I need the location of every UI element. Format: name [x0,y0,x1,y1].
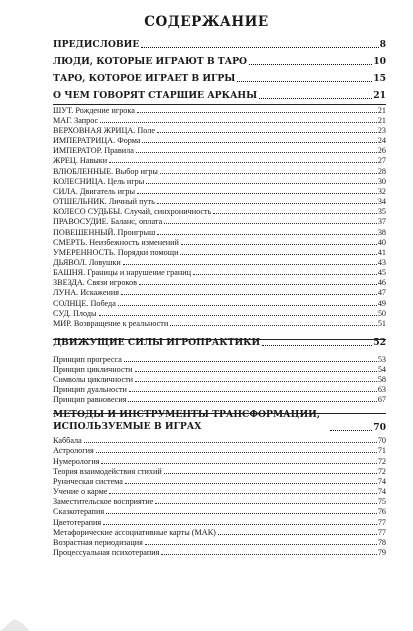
toc-entry-title: ШУТ. Рождение игрока [53,106,135,115]
toc-section-entry[interactable] [53,73,386,84]
dot-leader [135,371,377,372]
toc-page-number: 21 [377,106,386,115]
dot-leader [213,213,376,214]
toc-entry-title: Теория взаимодействия стихий [53,467,162,476]
toc-entry[interactable] [53,215,386,226]
toc-entry[interactable] [53,505,386,516]
toc-entry-title: СИЛА. Двигатель игры [53,187,135,196]
toc-entry-title: СОЛНЦЕ. Победа [53,299,116,308]
toc-page-number: 63 [377,385,386,394]
dot-leader [136,152,377,153]
dot-leader [180,254,376,255]
dot-leader [139,284,377,285]
dot-leader [262,345,372,346]
dot-leader [129,391,377,392]
toc-entry-title: УМЕРЕННОСТЬ. Порядки помощи [53,248,179,257]
toc-entry-title: СМЕРТЬ. Неизбежность изменений [53,238,179,247]
dot-leader [103,524,377,525]
toc-entry-title: Нумерология [53,457,100,466]
dot-leader [121,294,377,295]
dot-leader [157,203,377,204]
toc-entry[interactable] [53,393,386,404]
section-divider [53,104,386,105]
dot-leader [137,112,377,113]
toc-page-number: 47 [377,288,386,297]
toc-entry-title: ВЛЮБЛЕННЫЕ. Выбор игры [53,167,158,176]
dot-leader [109,493,376,494]
toc-entry-title: ЛЮДИ, КОТОРЫЕ ИГРАЮТ В ТАРО [53,56,248,67]
dot-leader [125,483,377,484]
toc-page-number: 30 [377,177,386,186]
toc-entry-title: Символы цикличности [53,375,134,384]
toc-page-number: 24 [377,136,386,145]
dot-leader [145,544,377,545]
toc-entry-title: Процессуальная психотерапия [53,548,160,557]
dot-leader [128,401,376,402]
toc-page-number: 72 [377,467,386,476]
dot-leader [118,305,377,306]
toc-entry-title: ТАРО, КОТОРОЕ ИГРАЕТ В ИГРЫ [53,73,236,84]
toc-page-number: 77 [377,518,386,527]
toc-entry-title: Руническая система [53,477,123,486]
toc-entry-title: ДЬЯВОЛ. Ловушки [53,258,121,267]
toc-page-number: 49 [377,299,386,308]
dot-leader [218,534,377,535]
toc-page-number: 10 [373,56,386,67]
section-divider [53,339,386,340]
toc-page-number: 74 [377,487,386,496]
toc-entry-title: ОТШЕЛЬНИК. Личный путь [53,197,155,206]
toc-entry-title: Возрастная периодизация [53,538,143,547]
toc-entry-title: МАГ. Запрос [53,116,99,125]
section-divider [53,413,386,414]
toc-entry-title: Астрология [53,446,94,455]
toc-section-entry[interactable] [53,407,386,433]
toc-entry-title: Каббала [53,436,82,445]
toc-page-number: 71 [377,446,386,455]
dot-leader [181,244,377,245]
toc-page-number: 15 [373,73,386,84]
toc-entry-title: Цветотерапия [53,518,102,527]
dot-leader [157,132,377,133]
toc-entry-title: КОЛЕСНИЦА. Цель игры [53,177,145,186]
toc-entry-title: ЗВЕЗДА. Связи игроков [53,278,137,287]
dot-leader [141,47,378,48]
toc-page-number: 75 [377,497,386,506]
toc-page-number: 72 [377,457,386,466]
toc-page-number: 70 [373,422,386,433]
dot-leader [146,183,377,184]
dot-leader [99,315,377,316]
toc-page-number: 58 [377,375,386,384]
toc-entry-title: ПРАВОСУДИЕ. Баланс, оплата [53,217,163,226]
toc-page-number: 43 [377,258,386,267]
dot-leader [135,381,377,382]
toc-page-number: 8 [379,39,386,50]
toc-entry-title: Метафорические ассоциативные карты (МАК) [53,528,216,537]
toc-page-number: 70 [377,436,386,445]
dot-leader [237,81,372,82]
toc-page-number: 27 [377,156,386,165]
toc-entry[interactable] [53,317,386,328]
dot-leader [330,430,372,431]
toc-entry-title: Сказкотерапия [53,507,105,516]
toc-entry-title: Принцип прогресса [53,355,122,364]
toc-page-number: 79 [377,548,386,557]
toc-entry-title: Заместительское восприятие [53,497,154,506]
toc-entry[interactable] [53,546,386,557]
toc-entry-title: Принцип равновесия [53,395,127,404]
dot-leader [161,554,376,555]
toc-page-number: 21 [377,116,386,125]
dot-leader [84,442,377,443]
toc-entry[interactable] [53,286,386,297]
toc-section-entry[interactable] [53,39,386,50]
dot-leader [193,274,377,275]
toc-entry-title: ВЕРХОВНАЯ ЖРИЦА. Поле [53,126,155,135]
toc-entry-title: ЖРЕЦ. Навыки [53,156,108,165]
toc-entry-title: О ЧЕМ ГОВОРЯТ СТАРШИЕ АРКАНЫ [53,90,258,101]
toc-entry[interactable] [53,444,386,455]
toc-entry-title: ПОВЕШЕННЫЙ. Проигрыш [53,228,156,237]
toc-section-entry[interactable] [53,56,386,67]
toc-entry-title: Учение о карме [53,487,108,496]
toc-page-number: 45 [377,268,386,277]
toc-page-number: 53 [377,355,386,364]
dot-leader [123,264,377,265]
corner-decoration [0,609,30,631]
toc-entry-title: МИР. Возвращение к реальности [53,319,169,328]
toc-entry-title: ДВИЖУЩИЕ СИЛЫ ИГРОПРАКТИКИ [53,337,261,348]
dot-leader [124,361,377,362]
dot-leader [170,325,377,326]
toc-page-number: 40 [377,238,386,247]
toc-page-number: 74 [377,477,386,486]
toc-section-entry[interactable] [53,90,386,101]
dot-leader [106,513,377,514]
toc-page-number: 50 [377,309,386,318]
dot-leader [137,193,377,194]
toc-page-number: 32 [377,187,386,196]
toc-page-number: 41 [377,248,386,257]
toc-page-number: 37 [377,217,386,226]
toc-entry[interactable] [53,154,386,165]
dot-leader [100,122,377,123]
toc-entry-title: БАШНЯ. Границы и нарушение границ [53,268,192,277]
toc-entry-title: ИМПЕРАТРИЦА. Форма [53,136,141,145]
toc-page-number: 26 [377,146,386,155]
dot-leader [155,503,376,504]
toc-entry-title: Принцип дуальности [53,385,127,394]
dot-leader [249,64,372,65]
dot-leader [109,162,377,163]
toc-entry-title: ЛУНА. Искажения [53,288,120,297]
toc-page-number: 77 [377,528,386,537]
toc-page-number: 28 [377,167,386,176]
toc-entry-title: СУД. Плоды [53,309,97,318]
dot-leader [101,463,376,464]
toc-page-number: 76 [377,507,386,516]
toc-page-number: 67 [377,395,386,404]
toc-entry-title: КОЛЕСО СУДЬБЫ. Случай, синхроничность [53,207,212,216]
toc-page-number: 38 [377,228,386,237]
dot-leader [164,223,377,224]
toc-page-number: 35 [377,207,386,216]
toc-page-number: 46 [377,278,386,287]
toc-page-number: 54 [377,365,386,374]
toc-entry-title: МЕТОДЫ И ИНСТРУМЕНТЫ ТРАНСФОРМАЦИИ, ИСПОЛЬЗУЕМЫЕ В ИГРАХ [53,409,321,432]
dot-leader [142,142,376,143]
toc-page-number: 34 [377,197,386,206]
toc-entry-title: ПРЕДИСЛОВИЕ [53,39,140,50]
toc-page-number: 23 [377,126,386,135]
dot-leader [157,234,377,235]
dot-leader [160,173,377,174]
toc-page-number: 78 [377,538,386,547]
page-title: СОДЕРЖАНИЕ [144,14,269,30]
dot-leader [259,98,372,99]
toc-page-number: 52 [373,337,386,348]
toc-page-number: 51 [377,319,386,328]
toc-entry-title: ИМПЕРАТОР. Правила [53,146,134,155]
dot-leader [96,452,377,453]
toc-entry-title: Принцип цикличности [53,365,133,374]
toc-page-number: 21 [373,90,386,101]
dot-leader [164,473,377,474]
